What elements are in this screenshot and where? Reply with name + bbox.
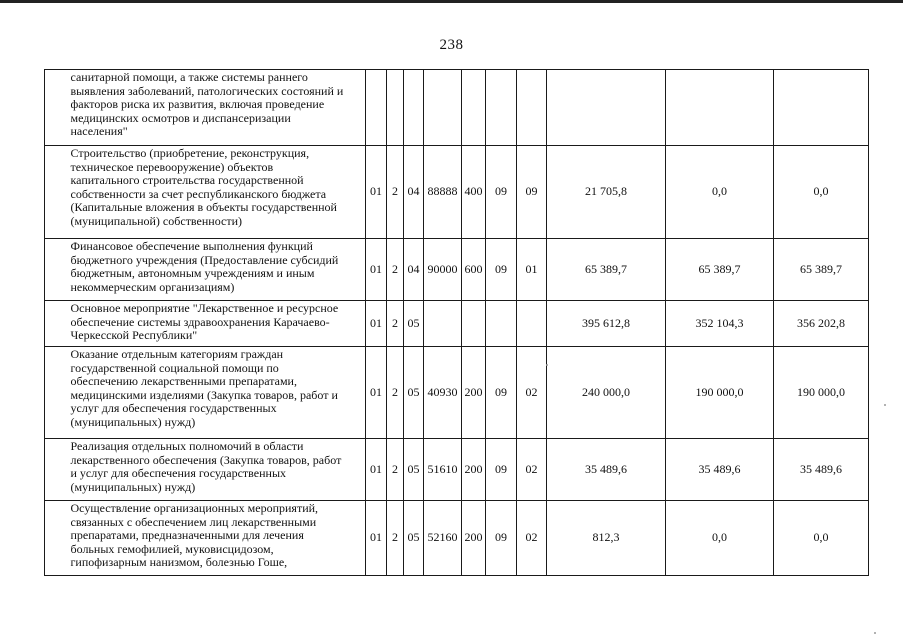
code-cell: 09 (486, 439, 517, 501)
code-cell: 2 (387, 146, 404, 239)
code-cell: 2 (387, 301, 404, 347)
amount-cell: 352 104,3 (666, 301, 774, 347)
amount-cell: 35 489,6 (547, 439, 666, 501)
code-cell: 01 (366, 439, 387, 501)
code-cell: 200 (462, 347, 486, 439)
code-cell: 600 (462, 239, 486, 301)
code-cell: 90000 (424, 239, 462, 301)
row-number-cell (45, 439, 68, 501)
budget-table (44, 69, 869, 576)
code-cell: 04 (404, 239, 424, 301)
code-cell: 51610 (424, 439, 462, 501)
code-cell (404, 70, 424, 146)
code-cell: 09 (486, 146, 517, 239)
code-cell (366, 70, 387, 146)
amount-cell (774, 70, 869, 146)
table-row (45, 146, 869, 239)
scan-speck (546, 364, 548, 366)
code-cell: 2 (387, 501, 404, 576)
code-cell: 05 (404, 301, 424, 347)
code-cell: 02 (517, 347, 547, 439)
code-cell (462, 70, 486, 146)
amount-cell: 65 389,7 (547, 239, 666, 301)
amount-cell: 65 389,7 (774, 239, 869, 301)
code-cell: 09 (486, 347, 517, 439)
code-cell: 52160 (424, 501, 462, 576)
code-cell: 01 (366, 239, 387, 301)
row-number-cell (45, 301, 68, 347)
table-row (45, 439, 869, 501)
amount-cell: 395 612,8 (547, 301, 666, 347)
amount-cell: 0,0 (774, 501, 869, 576)
code-cell: 05 (404, 439, 424, 501)
code-cell: 88888 (424, 146, 462, 239)
amount-cell: 0,0 (774, 146, 869, 239)
amount-cell: 190 000,0 (774, 347, 869, 439)
code-cell (424, 70, 462, 146)
code-cell: 09 (517, 146, 547, 239)
row-description: санитарной помощи, а также системы раннего выявления заболеваний, патологических состояний и факторов риска их развития, включая проведение медицинских осмотров и диспансеризации населения" (68, 70, 366, 146)
code-cell: 200 (462, 501, 486, 576)
budget-table-body (45, 70, 869, 576)
code-cell: 05 (404, 347, 424, 439)
amount-cell: 65 389,7 (666, 239, 774, 301)
code-cell: 2 (387, 239, 404, 301)
code-cell: 09 (486, 501, 517, 576)
row-number-cell (45, 146, 68, 239)
row-number-cell (45, 501, 68, 576)
code-cell: 400 (462, 146, 486, 239)
amount-cell: 21 705,8 (547, 146, 666, 239)
row-number-cell (45, 239, 68, 301)
amount-cell: 356 202,8 (774, 301, 869, 347)
amount-cell: 35 489,6 (666, 439, 774, 501)
code-cell (387, 70, 404, 146)
row-description: Оказание отдельным категориям граждан государственной социальной помощи по обеспечению лекарственными препаратами, медицинскими изделиями (Закупка товаров, работ и услуг для обеспечения государственных (муниципальных) нужд) (68, 347, 366, 439)
code-cell: 01 (517, 239, 547, 301)
code-cell: 01 (366, 146, 387, 239)
scan-speck (884, 404, 886, 406)
code-cell (424, 301, 462, 347)
amount-cell: 0,0 (666, 146, 774, 239)
amount-cell (547, 70, 666, 146)
code-cell: 02 (517, 501, 547, 576)
row-description: Финансовое обеспечение выполнения функций бюджетного учреждения (Предоставление субсидий бюджетным, автономным учреждениям и иным некоммерческим организациям) (68, 239, 366, 301)
code-cell: 40930 (424, 347, 462, 439)
table-row (45, 239, 869, 301)
scan-top-rule (0, 0, 903, 3)
amount-cell: 35 489,6 (774, 439, 869, 501)
table-row (45, 70, 869, 146)
table-row (45, 501, 869, 576)
code-cell: 200 (462, 439, 486, 501)
code-cell (462, 301, 486, 347)
table-row (45, 301, 869, 347)
row-description: Строительство (приобретение, реконструкция, техническое перевооружение) объектов капитального строительства государственной собственности за счет республиканского бюджета (Капитальные вложения в объекты государственной (муниципальной) собственности) (68, 146, 366, 239)
amount-cell: 812,3 (547, 501, 666, 576)
row-description: Осуществление организационных мероприятий, связанных с обеспечением лиц лекарственными препаратами, предназначенными для лечения больных гемофилией, муковисцидозом, гипофизарным нанизмом, болезнью Гоше, (68, 501, 366, 576)
code-cell: 04 (404, 146, 424, 239)
amount-cell: 240 000,0 (547, 347, 666, 439)
code-cell: 01 (366, 301, 387, 347)
code-cell (486, 301, 517, 347)
code-cell: 05 (404, 501, 424, 576)
table-row (45, 347, 869, 439)
code-cell: 01 (366, 501, 387, 576)
row-description: Основное мероприятие "Лекарственное и ресурсное обеспечение системы здравоохранения Карачаево- Черкесской Республики" (68, 301, 366, 347)
code-cell: 09 (486, 239, 517, 301)
code-cell: 01 (366, 347, 387, 439)
row-description: Реализация отдельных полномочий в области лекарственного обеспечения (Закупка товаров, работ и услуг для обеспечения государственных (муниципальных) нужд) (68, 439, 366, 501)
row-number-cell (45, 70, 68, 146)
code-cell: 02 (517, 439, 547, 501)
row-number-cell (45, 347, 68, 439)
code-cell (517, 70, 547, 146)
code-cell: 2 (387, 439, 404, 501)
code-cell (486, 70, 517, 146)
code-cell (517, 301, 547, 347)
page-number: 238 (439, 37, 464, 53)
amount-cell: 190 000,0 (666, 347, 774, 439)
amount-cell: 0,0 (666, 501, 774, 576)
scan-speck (874, 632, 876, 634)
amount-cell (666, 70, 774, 146)
code-cell: 2 (387, 347, 404, 439)
